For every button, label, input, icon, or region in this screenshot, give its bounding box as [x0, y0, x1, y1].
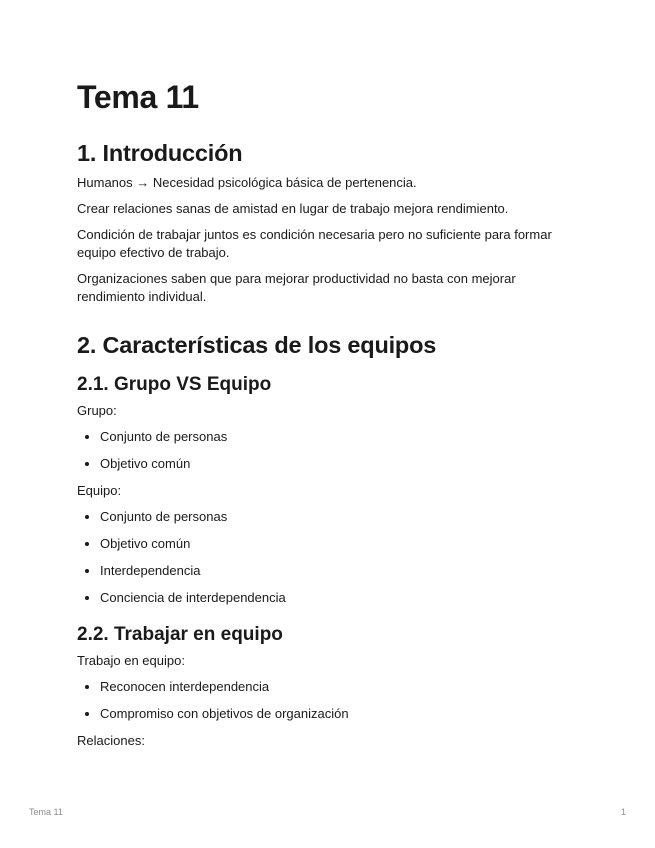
equipo-label: Equipo:	[77, 483, 122, 498]
subsection-heading-trabajar-en-equipo: 2.2. Trabajar en equipo	[77, 624, 283, 645]
footer-document-title: Tema 11	[29, 807, 63, 817]
document-title: Tema 11	[77, 79, 199, 115]
list-item: • Conciencia de interdependencia	[100, 589, 557, 607]
trabajo-label: Trabajo en equipo:	[77, 653, 185, 668]
footer-page-number: 1	[620, 807, 626, 817]
paragraph: Condición de trabajar juntos es condición necesaria pero no suficiente para formar equipo efectivo de trabajo.	[77, 227, 552, 260]
list-item: • Interdependencia	[100, 562, 557, 580]
section-heading-caracteristicas: 2. Características de los equipos	[77, 332, 437, 358]
list-item: • Conjunto de personas	[100, 508, 557, 526]
list-item: • Compromiso con objetivos de organización	[100, 705, 557, 723]
section-heading-introduccion: 1. Introducción	[77, 140, 243, 166]
list-item: • Objetivo común	[100, 535, 557, 553]
list-item: • Conjunto de personas	[100, 428, 557, 446]
relaciones-label: Relaciones:	[77, 733, 145, 748]
list-item: • Objetivo común	[100, 455, 557, 473]
paragraph: Crear relaciones sanas de amistad en lugar de trabajo mejora rendimiento.	[77, 201, 509, 216]
grupo-list	[77, 428, 557, 473]
trabajo-list	[77, 678, 557, 723]
grupo-label: Grupo:	[77, 403, 117, 418]
paragraph: Humanos → Necesidad psicológica básica de pertenencia.	[77, 175, 417, 190]
list-item: • Reconocen interdependencia	[100, 678, 557, 696]
equipo-list	[77, 508, 557, 607]
paragraph: Organizaciones saben que para mejorar productividad no basta con mejorar rendimiento individual.	[77, 271, 516, 304]
subsection-heading-grupo-vs-equipo: 2.1. Grupo VS Equipo	[77, 374, 272, 395]
page-content	[77, 78, 557, 758]
